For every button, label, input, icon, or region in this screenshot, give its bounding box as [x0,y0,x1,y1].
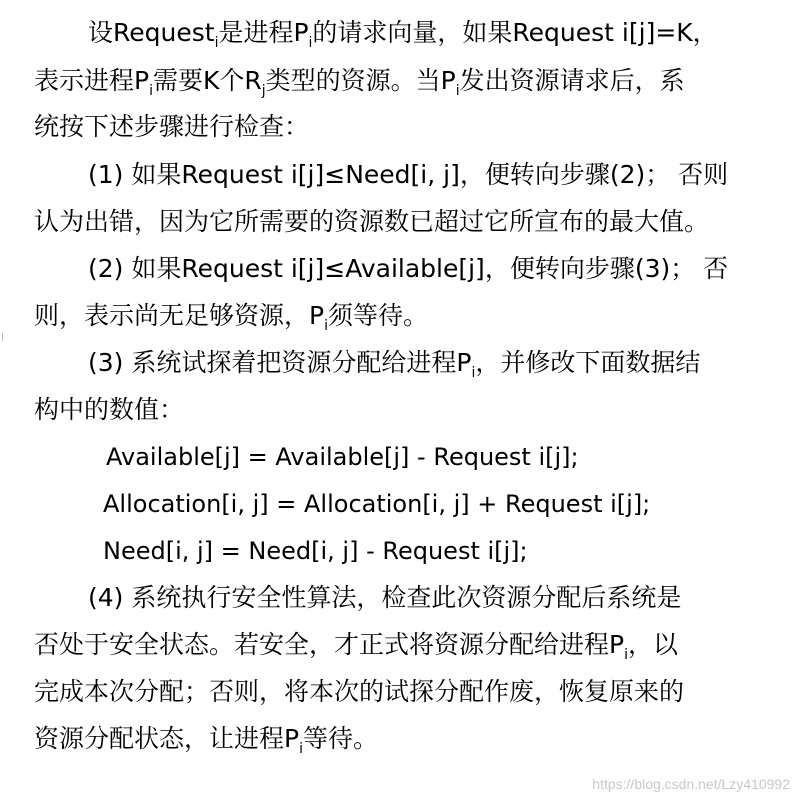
subscript-i: i [149,83,153,99]
margin-tick [2,333,3,341]
step3-line-2: 构中的数值： [34,395,185,424]
text-run: 资源分配状态，让进程P [34,724,300,753]
text-run: ，以 [627,630,678,659]
text-run: ，并修改下面数据结 [475,348,701,377]
step1-line-1: (1) 如果Request i[j]≤Need[i, j]，便转向步骤(2)； 否则 [88,160,729,189]
text-run: 发出资源请求后，系 [459,66,685,95]
watermark: https://blog.csdn.net/Lzy410992 [592,776,790,792]
text-run: 的请求向量，如果Request i[j]=K， [312,18,718,47]
text-run: 等待。 [302,724,378,753]
subscript-j: j [261,83,266,99]
step4-line-4 [34,724,378,757]
subscript-i: i [299,741,303,757]
text-run: (3) 系统试探着把资源分配给进程P [88,348,472,377]
intro-line-2 [34,66,685,99]
formula-available: Available[j] = Available[j] - Request i[j]; [106,443,579,471]
text-run: 设Request [88,18,215,47]
step2-line-2 [34,301,428,334]
text-run: 表示进程P [34,66,150,95]
subscript-i: i [308,35,313,51]
text-run: 须等待。 [327,301,428,330]
step4-line-1: (4) 系统执行安全性算法，检查此次资源分配后系统是 [88,583,682,612]
formula-need: Need[i, j] = Need[i, j] - Request i[j]; [103,537,528,565]
step4-line-2 [34,630,678,663]
step3-line-1 [88,348,701,381]
intro-line-3: 统按下述步骤进行检查： [34,112,310,141]
text-run: 类型的资源。当P [265,66,456,95]
subscript-i: i [324,318,328,334]
intro-line-1 [88,18,718,51]
text-run: 需要K个R [152,66,262,95]
subscript-i: i [624,647,628,663]
step4-line-3: 完成本次分配；否则，将本次的试探分配作废，恢复原来的 [34,677,685,706]
formula-allocation: Allocation[i, j] = Allocation[i, j] + Request i[j]; [103,490,651,518]
text-run: 否处于安全状态。若安全，才正式将资源分配给进程P [34,630,625,659]
subscript-i: i [455,83,460,99]
text-run: 是进程P [218,18,309,47]
text-run: 则，表示尚无足够资源，P [34,301,325,330]
step2-line-1: (2) 如果Request i[j]≤Available[j]，便转向步骤(3)； 否 [88,254,729,283]
subscript-i: i [471,365,476,381]
step1-line-2: 认为出错，因为它所需要的资源数已超过它所宣布的最大值。 [34,207,710,236]
subscript-i: i [214,35,219,51]
